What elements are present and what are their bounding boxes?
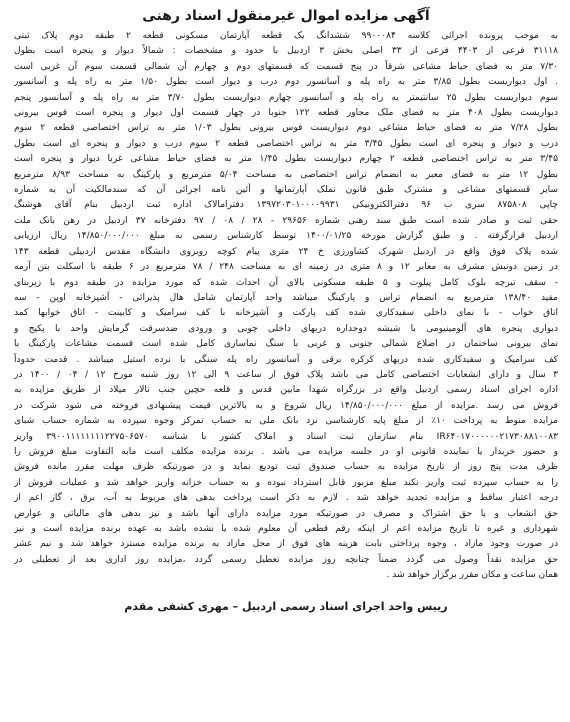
- notice-line: درب و دیوار و پنجره ای است بطول ۳/۴۵ متر به تراس اختصاصی قطعه ۲ سوم درب و دیوار و پنجره ای است بطول: [14, 138, 558, 149]
- notice-line: حق انشعاب و یا حق اشتراک و مصرف در صورتیکه مورد مزایده دارای آنها باشد و نیز بدهی های مالیاتی و عوارض: [14, 508, 558, 519]
- notice-line: اتاق خواب - با نمای داخلی سفیدکاری شده کف پارکت و آشپزخانه با کف سرامیک و کابینت - اتاق خوابها کمد: [14, 308, 558, 319]
- notice-line: شده پلاک فوق واقع در اردبیل شهرک کشاورزی خ ۲۴ متری پیام کوچه روبروی دانشگاه مقدس اردبیلی قطعه ۱۴۳: [14, 246, 558, 257]
- notice-line: فروش می رسد .مزایده از مبلغ ۱۴/۸۵۰/۰۰۰/۰۰۰ ریال شروع و به بالاترین قیمت پیشنهادی فروخته می شود شرکت در: [14, 400, 558, 411]
- notice-line: ۳/۴۵ متر به تراس اختصاصی قطعه ۲ چهارم دیواریست بطول ۱/۴۵ متر به فضای حیاط مشاعی غربا دیوار و پنجره است: [14, 154, 558, 165]
- notice-line: دیواریست بطول ۴۰۸ متر به فضای ملک مجاور قطعه ۱۲۲ جنوبا در چهار قسمت اول دیوار و پنجره است قوس بیرونی: [14, 108, 558, 119]
- notice-line: در زمین دونبش مشرف به معابر ۱۲ و ۸ متری در زمینه ای به مساحت ۲۴۸ / ۷۸ مترمربع در ۶ طبقه با اسکلت بتن آرمه: [14, 262, 558, 273]
- notice-line: درجه اعتبار ساقط و مزایده تجدید خواهد شد . لازم به ذکر است پرداخت بدهی های مربوط به آب، برق ، گاز اعم از: [14, 493, 558, 504]
- notice-line: IR۶۴۰۱۷۰۰۰۰۰۰۲۱۷۳۰۸۸۱۰۰۸۳ بنام سازمان ثبت اسناد و املاک کشور با شناسه ۳۹۰۰۱۱۱۱۱۱۱۱۲۲۷۵۰۶۵۷۰ واریز: [14, 431, 558, 442]
- notice-line: حقی ثبت و صادر شده است طبق سند رهنی شماره ۲۹۶۵۶ - ۲۸ / ۰۸ / ۹۷ دفترخانه ۳۷ اردبیل در رهن بانک ملت: [14, 215, 558, 226]
- notice-line: - سقف تیرچه بلوک کامل پیلوت و ۵ طبقه مسکونی بالای آن احداث شده که مورد مزایده در طبقه دوم با زیربنای: [14, 277, 558, 288]
- notice-title: آگهی مزایده اموال غیرمنقول اسناد رهنی: [142, 8, 430, 24]
- notice-line: مفید ۱۳۸/۴۰ مترمربع به انضمام تراس و پارکینگ میباشد واحد آپارتمان شامل هال پذیرائی - آشپزخانه اوپن - سه: [14, 292, 558, 303]
- notice-line: چاپی ۸۷۵۸۰۸ سری ب ۹۶ دفترالکترونیکی ۱۳۹۷۲۰۳۰۱۰۰۰۰۹۹۳۱ دفترامالاک اداره ثبت اردبیل بنام آقای هوشنگ: [14, 200, 558, 211]
- notice-line: بطول ۷/۲۸ متر به فضای حیاط مشاعی دوم دیواریست قوس بیرونی بطول ۱/۰۳ متر به تراس اختصاصی قطعه ۲ سوم: [14, 123, 558, 134]
- notice-line: شهرداری و غیره تا تاریخ مزایده اعم از اینکه رقم قطعی آن معلوم شده یا نشده باشد به عهده برنده مزایده است و نیز: [14, 524, 558, 534]
- notice-line: ظرف مدت پنج روز از تاریخ مزایده به حساب صندوق ثبت تودیع نماید و در صورتیکه ظرف مهلت مقرر مانده فروش: [14, 462, 558, 473]
- notice-line: اردبیل قرارگرفته . و طبق گزارش مورخه ۱۴۰۰/۰۱/۲۵ توسط کارشناس رسمی به مبلغ ۱۴/۸۵۰/۰۰۰/۰۰۰ ریال ارزیابی: [14, 231, 558, 242]
- notice-line: کف سرامیک و سفیدکاری شده دربهای کرکره برقی و آسانسور راه پله سنگی با نرده استیل میباشد . قدمت حدوداً: [14, 354, 558, 365]
- notice-line: اداره اجرای اسناد رسمی اردبیل واقع در بزرگراه شهدا مابین قدس و قلعه حچین جنب تالار میلاد از طریق مزایده به: [14, 385, 558, 396]
- notice-line: همان ساعت و مکان مقرر برگزار خواهد شد .: [386, 570, 558, 581]
- notice-line: سوم دیواریست بطول ۲۵ سانتیمتر به راه پله و آسانسور چهارم دیواریست بطول ۳/۷۰ متر به راه پله و آسانسور پنجم: [14, 92, 558, 103]
- notice-line: نمای بیرونی ساختمان در اضلاع شمالی جنوبی و غربی با سنگ نماسازی کامل شده است قسمت مشاعات پارکینگ با: [14, 339, 558, 350]
- notice-line: ۳۱۱۱۸ فرعی از ۴۴۰۳ فرعی از ۳۳ اصلی بخش ۳ اردبیل با حدود و مشخصات : شمالاً دیوار و پنجره است بطول: [14, 46, 558, 57]
- notice-line: به موجب پرونده اجرائی کلاسه ۹۹۰۰۰۸۴ ششدانگ یک قطعه آپارتمان مسکونی قطعه ۲ طبقه دوم پلاک ثبتی: [14, 31, 558, 41]
- notice-line: بطول ۱۲ متر به فضای معبر به انضمام تراس اختصاصی به مساحت ۵/۰۴ مترمربع و پارکینگ به مساحت ۸/۹۳ مترمربع: [14, 169, 558, 180]
- notice-line: دیواری پنجره های آلومینیومی با شیشه دوجداره دربهای داخلی چوبی و ورودی ضدسرقت گرمایش واحد با پکیج و: [14, 323, 558, 334]
- notice-line: ۷/۳۰ متر به فضای حیاط مشاعی شرقاً در پنج قسمت که قسمتهای دوم و چهارم آن شمالی قسمت سوم آن غربی است: [14, 61, 558, 72]
- notice-line: را به حساب سپرده ثبت واریز نکند مبلغ مزبور قابل استرداد نبوده و به حساب خزانه واریز خواهد شد و عملیات فروش از: [14, 477, 558, 488]
- notice-line: مزایده منوط به پرداخت ۱۰٪ از مبلغ پایه کارشناسی نزد بانک ملی به حساب تمرکز وجوه سپرده به شماره حساب شبای: [14, 416, 558, 427]
- notice-signature: رییس واحد اجرای اسناد رسمی اردبیل – مهری کشفی مقدم: [124, 599, 448, 613]
- notice-line: . اول دیواریست بطول ۳/۸۵ متر به راه پله و آسانسور دوم درب و دیوار است بطول ۱/۵۰ متر به راه پله و آسانسور: [14, 77, 558, 88]
- notice-line: و حضور خریدار یا نماینده قانونی او در جلسه مزایده می باشد . برنده مزایده مکلف است مابه التفاوت مبلغ فروش را: [14, 446, 558, 457]
- notice-line: حق مزایده نقداً وصول می گردد ضمناً چنانچه روز مزایده تعطیل رسمی گردد ،مزایده روز اداری بعد از تعطیلی در: [14, 554, 558, 565]
- notice-line: ۳ سال و دارای انشعابات اختصاصی کامل می باشد پلاک فوق از ساعت ۹ الی ۱۲ روز شنبه مورخ ۱۲ / ۰۴ / ۱۴۰۰ در: [14, 369, 558, 380]
- notice-line: سایر قسمتهای مشاعی و مشترک طبق قانون تملک آپارتمانها و آئین نامه اجرائی آن که سندمالکیت آن به شماره: [14, 185, 558, 196]
- notice-body: [14, 29, 558, 584]
- notice-line: در صورت وجود مازاد ، وجوه پرداختی بابت هزینه های فوق از محل مازاد به برنده مزایده مسترد خواهد شد و نیم عشر: [14, 539, 558, 550]
